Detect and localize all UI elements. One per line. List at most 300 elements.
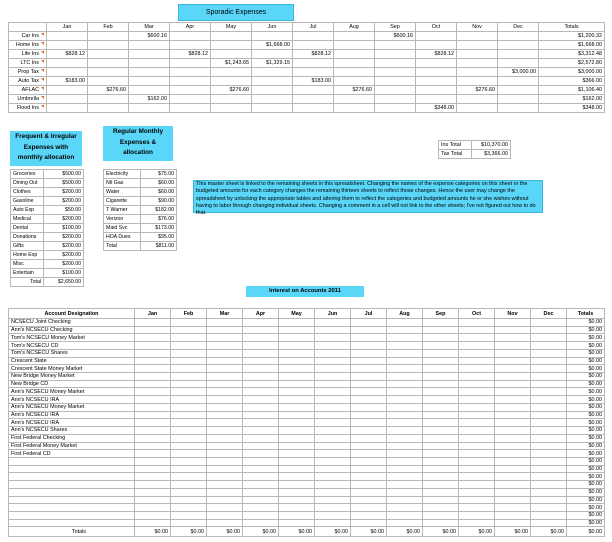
interest-cell[interactable] (243, 504, 279, 512)
interest-cell[interactable] (171, 365, 207, 373)
interest-cell[interactable] (243, 326, 279, 334)
interest-cell[interactable] (531, 334, 567, 342)
interest-cell[interactable] (279, 511, 315, 519)
interest-cell[interactable] (243, 465, 279, 473)
interest-cell[interactable] (243, 496, 279, 504)
category-amount[interactable]: $60.00 (141, 179, 177, 188)
interest-cell[interactable] (315, 365, 351, 373)
interest-cell[interactable] (495, 411, 531, 419)
expense-cell[interactable] (252, 32, 293, 41)
expense-cell[interactable] (498, 104, 539, 113)
expense-cell[interactable]: $276.60 (334, 86, 375, 95)
interest-cell[interactable] (459, 496, 495, 504)
interest-cell[interactable] (531, 357, 567, 365)
expense-cell[interactable] (416, 77, 457, 86)
interest-cell[interactable] (171, 481, 207, 489)
interest-cell[interactable] (459, 442, 495, 450)
interest-cell[interactable] (387, 396, 423, 404)
interest-cell[interactable] (171, 373, 207, 381)
interest-cell[interactable] (423, 380, 459, 388)
expense-cell[interactable] (252, 50, 293, 59)
interest-cell[interactable] (531, 434, 567, 442)
category-amount[interactable]: $76.00 (141, 215, 177, 224)
interest-cell[interactable] (135, 488, 171, 496)
interest-cell[interactable] (387, 442, 423, 450)
interest-cell[interactable] (387, 488, 423, 496)
interest-cell[interactable] (351, 342, 387, 350)
interest-cell[interactable] (351, 519, 387, 527)
interest-cell[interactable] (423, 403, 459, 411)
interest-cell[interactable] (423, 342, 459, 350)
interest-cell[interactable] (315, 349, 351, 357)
expense-label[interactable] (9, 77, 47, 86)
interest-cell[interactable] (351, 373, 387, 381)
interest-cell[interactable] (531, 388, 567, 396)
interest-cell[interactable] (279, 481, 315, 489)
interest-cell[interactable] (387, 411, 423, 419)
interest-cell[interactable] (207, 473, 243, 481)
interest-cell[interactable] (135, 349, 171, 357)
interest-cell[interactable] (387, 342, 423, 350)
expense-cell[interactable] (252, 77, 293, 86)
expense-cell[interactable] (88, 59, 129, 68)
interest-cell[interactable] (459, 373, 495, 381)
expense-cell[interactable] (170, 59, 211, 68)
account-name[interactable]: Ann's NCSECU Money Market (9, 388, 135, 396)
expense-cell[interactable] (170, 86, 211, 95)
interest-cell[interactable] (315, 427, 351, 435)
category-label[interactable]: Gasoline (11, 197, 44, 206)
interest-cell[interactable] (387, 334, 423, 342)
interest-cell[interactable] (495, 403, 531, 411)
interest-cell[interactable] (207, 496, 243, 504)
interest-cell[interactable] (531, 442, 567, 450)
expense-cell[interactable] (457, 32, 498, 41)
category-amount[interactable]: $200.00 (44, 251, 84, 260)
interest-cell[interactable] (495, 357, 531, 365)
interest-cell[interactable] (351, 380, 387, 388)
interest-cell[interactable] (495, 396, 531, 404)
interest-cell[interactable] (531, 488, 567, 496)
expense-cell[interactable]: $828.12 (293, 50, 334, 59)
account-name[interactable] (9, 504, 135, 512)
interest-cell[interactable] (423, 473, 459, 481)
interest-cell[interactable] (207, 434, 243, 442)
category-label[interactable]: Ins Total (439, 141, 472, 150)
category-label[interactable]: Dining Out (11, 179, 44, 188)
expense-cell[interactable] (334, 68, 375, 77)
expense-cell[interactable] (170, 41, 211, 50)
interest-cell[interactable] (171, 319, 207, 327)
interest-cell[interactable] (459, 427, 495, 435)
expense-cell[interactable] (88, 41, 129, 50)
interest-cell[interactable] (531, 519, 567, 527)
interest-cell[interactable] (243, 457, 279, 465)
account-name[interactable] (9, 465, 135, 473)
interest-cell[interactable] (387, 419, 423, 427)
expense-cell[interactable] (47, 59, 88, 68)
interest-cell[interactable] (171, 396, 207, 404)
category-label[interactable]: Donations (11, 233, 44, 242)
expense-cell[interactable] (211, 41, 252, 50)
category-label[interactable]: Cigarette (104, 197, 141, 206)
interest-cell[interactable] (135, 442, 171, 450)
interest-cell[interactable] (135, 403, 171, 411)
account-name[interactable]: NCSECU Joint Checking (9, 319, 135, 327)
interest-cell[interactable] (423, 326, 459, 334)
expense-cell[interactable] (498, 95, 539, 104)
category-amount[interactable]: $75.00 (141, 170, 177, 179)
interest-cell[interactable] (531, 365, 567, 373)
account-name[interactable]: Tom's NCSECU Shares (9, 349, 135, 357)
interest-cell[interactable] (207, 411, 243, 419)
interest-cell[interactable] (495, 442, 531, 450)
interest-cell[interactable] (495, 481, 531, 489)
expense-cell[interactable] (334, 59, 375, 68)
interest-cell[interactable] (387, 511, 423, 519)
interest-cell[interactable] (351, 388, 387, 396)
interest-cell[interactable] (135, 334, 171, 342)
interest-cell[interactable] (135, 319, 171, 327)
category-label[interactable]: Groceries (11, 170, 44, 179)
interest-cell[interactable] (279, 380, 315, 388)
expense-cell[interactable]: $162.00 (129, 95, 170, 104)
category-amount[interactable]: $100.00 (44, 269, 84, 278)
interest-cell[interactable] (351, 349, 387, 357)
interest-cell[interactable] (243, 519, 279, 527)
expense-cell[interactable] (211, 77, 252, 86)
category-label[interactable]: HOA Dues (104, 233, 141, 242)
expense-cell[interactable] (88, 32, 129, 41)
interest-cell[interactable] (135, 519, 171, 527)
interest-cell[interactable] (279, 457, 315, 465)
category-amount[interactable]: $200.00 (44, 242, 84, 251)
category-label[interactable]: Dental (11, 224, 44, 233)
expense-cell[interactable] (334, 41, 375, 50)
interest-cell[interactable] (351, 504, 387, 512)
expense-cell[interactable] (416, 32, 457, 41)
expense-cell[interactable] (129, 68, 170, 77)
interest-cell[interactable] (315, 403, 351, 411)
interest-cell[interactable] (243, 365, 279, 373)
expense-label[interactable] (9, 59, 47, 68)
interest-cell[interactable] (315, 488, 351, 496)
interest-cell[interactable] (531, 403, 567, 411)
interest-cell[interactable] (459, 319, 495, 327)
account-name[interactable]: First Federal Checking (9, 434, 135, 442)
interest-cell[interactable] (459, 326, 495, 334)
interest-cell[interactable] (315, 411, 351, 419)
interest-cell[interactable] (315, 442, 351, 450)
interest-cell[interactable] (243, 319, 279, 327)
interest-cell[interactable] (387, 326, 423, 334)
expense-cell[interactable] (252, 86, 293, 95)
expense-cell[interactable]: $600.16 (375, 32, 416, 41)
category-amount[interactable]: $200.00 (44, 197, 84, 206)
interest-cell[interactable] (387, 427, 423, 435)
category-amount[interactable]: $95.00 (141, 233, 177, 242)
interest-cell[interactable] (459, 411, 495, 419)
interest-cell[interactable] (207, 373, 243, 381)
interest-cell[interactable] (423, 365, 459, 373)
account-name[interactable] (9, 519, 135, 527)
category-label[interactable]: Gifts (11, 242, 44, 251)
expense-label[interactable] (9, 104, 47, 113)
interest-cell[interactable] (459, 357, 495, 365)
interest-cell[interactable] (171, 442, 207, 450)
interest-cell[interactable] (351, 465, 387, 473)
interest-cell[interactable] (279, 357, 315, 365)
category-amount[interactable]: $90.00 (141, 197, 177, 206)
expense-cell[interactable] (129, 50, 170, 59)
interest-cell[interactable] (279, 334, 315, 342)
interest-cell[interactable] (495, 488, 531, 496)
expense-cell[interactable] (416, 95, 457, 104)
interest-cell[interactable] (171, 326, 207, 334)
interest-cell[interactable] (459, 504, 495, 512)
interest-cell[interactable] (171, 403, 207, 411)
interest-cell[interactable] (423, 396, 459, 404)
interest-cell[interactable] (315, 334, 351, 342)
interest-cell[interactable] (243, 488, 279, 496)
interest-cell[interactable] (135, 411, 171, 419)
interest-cell[interactable] (351, 427, 387, 435)
expense-cell[interactable] (293, 59, 334, 68)
interest-cell[interactable] (279, 342, 315, 350)
interest-cell[interactable] (243, 388, 279, 396)
interest-cell[interactable] (351, 419, 387, 427)
interest-cell[interactable] (387, 319, 423, 327)
expense-cell[interactable]: $276.60 (88, 86, 129, 95)
interest-cell[interactable] (171, 434, 207, 442)
interest-cell[interactable] (243, 396, 279, 404)
interest-cell[interactable] (135, 434, 171, 442)
interest-cell[interactable] (495, 319, 531, 327)
interest-cell[interactable] (279, 442, 315, 450)
interest-cell[interactable] (135, 365, 171, 373)
interest-cell[interactable] (387, 357, 423, 365)
interest-cell[interactable] (279, 326, 315, 334)
interest-cell[interactable] (459, 396, 495, 404)
expense-cell[interactable] (170, 104, 211, 113)
expense-cell[interactable] (47, 41, 88, 50)
interest-cell[interactable] (531, 473, 567, 481)
expense-cell[interactable] (211, 32, 252, 41)
expense-cell[interactable] (252, 104, 293, 113)
account-name[interactable]: First Federal Money Market (9, 442, 135, 450)
interest-cell[interactable] (387, 403, 423, 411)
interest-cell[interactable] (171, 388, 207, 396)
interest-cell[interactable] (351, 365, 387, 373)
interest-cell[interactable] (423, 450, 459, 458)
interest-cell[interactable] (207, 457, 243, 465)
interest-cell[interactable] (459, 380, 495, 388)
category-label[interactable]: Electricity (104, 170, 141, 179)
interest-cell[interactable] (423, 519, 459, 527)
interest-cell[interactable] (171, 427, 207, 435)
interest-cell[interactable] (387, 365, 423, 373)
interest-cell[interactable] (423, 411, 459, 419)
interest-cell[interactable] (207, 427, 243, 435)
account-name[interactable] (9, 473, 135, 481)
interest-cell[interactable] (351, 511, 387, 519)
interest-cell[interactable] (243, 473, 279, 481)
expense-cell[interactable] (129, 104, 170, 113)
interest-cell[interactable] (531, 419, 567, 427)
interest-cell[interactable] (459, 450, 495, 458)
interest-cell[interactable] (279, 519, 315, 527)
interest-cell[interactable] (315, 319, 351, 327)
interest-cell[interactable] (531, 396, 567, 404)
interest-cell[interactable] (243, 334, 279, 342)
interest-cell[interactable] (135, 465, 171, 473)
interest-cell[interactable] (315, 511, 351, 519)
expense-cell[interactable] (375, 68, 416, 77)
category-amount[interactable]: $50.00 (44, 206, 84, 215)
category-label[interactable]: T Warner (104, 206, 141, 215)
interest-cell[interactable] (207, 488, 243, 496)
interest-cell[interactable] (207, 334, 243, 342)
category-label[interactable]: Misc (11, 260, 44, 269)
expense-cell[interactable] (416, 59, 457, 68)
interest-cell[interactable] (279, 349, 315, 357)
interest-cell[interactable] (171, 488, 207, 496)
expense-cell[interactable] (170, 95, 211, 104)
interest-cell[interactable] (207, 326, 243, 334)
interest-cell[interactable] (387, 496, 423, 504)
interest-cell[interactable] (243, 450, 279, 458)
expense-cell[interactable] (334, 104, 375, 113)
expense-cell[interactable] (293, 68, 334, 77)
expense-cell[interactable] (375, 41, 416, 50)
expense-cell[interactable] (498, 32, 539, 41)
interest-cell[interactable] (135, 326, 171, 334)
expense-cell[interactable] (457, 77, 498, 86)
interest-cell[interactable] (135, 342, 171, 350)
interest-cell[interactable] (171, 511, 207, 519)
expense-cell[interactable] (47, 95, 88, 104)
expense-label[interactable] (9, 50, 47, 59)
account-name[interactable]: Tom's NCSECU Money Market (9, 334, 135, 342)
expense-label[interactable] (9, 32, 47, 41)
interest-cell[interactable] (135, 419, 171, 427)
interest-cell[interactable] (315, 481, 351, 489)
expense-cell[interactable]: $348.00 (416, 104, 457, 113)
expense-cell[interactable] (47, 68, 88, 77)
interest-cell[interactable] (495, 427, 531, 435)
interest-cell[interactable] (171, 457, 207, 465)
account-name[interactable]: New Bridge CD (9, 380, 135, 388)
interest-cell[interactable] (459, 342, 495, 350)
interest-cell[interactable] (423, 373, 459, 381)
expense-cell[interactable] (47, 104, 88, 113)
interest-cell[interactable] (387, 434, 423, 442)
interest-cell[interactable] (207, 450, 243, 458)
expense-cell[interactable] (293, 95, 334, 104)
expense-cell[interactable] (129, 86, 170, 95)
interest-cell[interactable] (171, 380, 207, 388)
interest-cell[interactable] (459, 334, 495, 342)
expense-cell[interactable] (252, 95, 293, 104)
interest-cell[interactable] (531, 481, 567, 489)
interest-cell[interactable] (495, 473, 531, 481)
interest-cell[interactable] (243, 373, 279, 381)
interest-cell[interactable] (135, 481, 171, 489)
interest-cell[interactable] (531, 457, 567, 465)
interest-cell[interactable] (171, 334, 207, 342)
category-amount[interactable]: $100.00 (44, 224, 84, 233)
expense-cell[interactable] (498, 41, 539, 50)
interest-cell[interactable] (387, 519, 423, 527)
expense-cell[interactable]: $600.16 (129, 32, 170, 41)
interest-cell[interactable] (315, 519, 351, 527)
interest-cell[interactable] (387, 504, 423, 512)
interest-cell[interactable] (207, 481, 243, 489)
expense-cell[interactable] (375, 77, 416, 86)
interest-cell[interactable] (279, 465, 315, 473)
interest-cell[interactable] (279, 388, 315, 396)
account-name[interactable]: Crescent State Money Market (9, 365, 135, 373)
interest-cell[interactable] (279, 504, 315, 512)
interest-cell[interactable] (351, 396, 387, 404)
interest-cell[interactable] (315, 388, 351, 396)
interest-cell[interactable] (135, 504, 171, 512)
interest-cell[interactable] (495, 450, 531, 458)
interest-cell[interactable] (351, 442, 387, 450)
interest-cell[interactable] (207, 319, 243, 327)
interest-cell[interactable] (351, 473, 387, 481)
expense-cell[interactable] (88, 50, 129, 59)
interest-cell[interactable] (171, 504, 207, 512)
interest-cell[interactable] (387, 457, 423, 465)
expense-cell[interactable] (457, 95, 498, 104)
interest-cell[interactable] (171, 496, 207, 504)
interest-cell[interactable] (351, 319, 387, 327)
interest-cell[interactable] (351, 326, 387, 334)
interest-cell[interactable] (135, 380, 171, 388)
interest-cell[interactable] (279, 396, 315, 404)
interest-cell[interactable] (135, 450, 171, 458)
interest-cell[interactable] (423, 457, 459, 465)
interest-cell[interactable] (315, 496, 351, 504)
interest-cell[interactable] (531, 504, 567, 512)
interest-cell[interactable] (351, 411, 387, 419)
expense-cell[interactable]: $1,329.15 (252, 59, 293, 68)
expense-cell[interactable] (293, 32, 334, 41)
expense-cell[interactable] (293, 41, 334, 50)
interest-cell[interactable] (135, 473, 171, 481)
interest-cell[interactable] (279, 373, 315, 381)
interest-cell[interactable] (207, 342, 243, 350)
expense-cell[interactable] (457, 59, 498, 68)
expense-cell[interactable]: $828.12 (416, 50, 457, 59)
expense-cell[interactable] (416, 41, 457, 50)
interest-cell[interactable] (207, 388, 243, 396)
expense-cell[interactable] (170, 68, 211, 77)
category-amount[interactable]: $500.00 (44, 179, 84, 188)
expense-cell[interactable]: $828.12 (47, 50, 88, 59)
interest-cell[interactable] (135, 457, 171, 465)
category-label[interactable]: Verizon (104, 215, 141, 224)
account-name[interactable]: First Federal CD (9, 450, 135, 458)
interest-cell[interactable] (135, 357, 171, 365)
expense-cell[interactable] (293, 104, 334, 113)
interest-cell[interactable] (171, 473, 207, 481)
interest-cell[interactable] (423, 388, 459, 396)
expense-cell[interactable] (457, 41, 498, 50)
category-label[interactable]: Medical (11, 215, 44, 224)
interest-cell[interactable] (531, 511, 567, 519)
